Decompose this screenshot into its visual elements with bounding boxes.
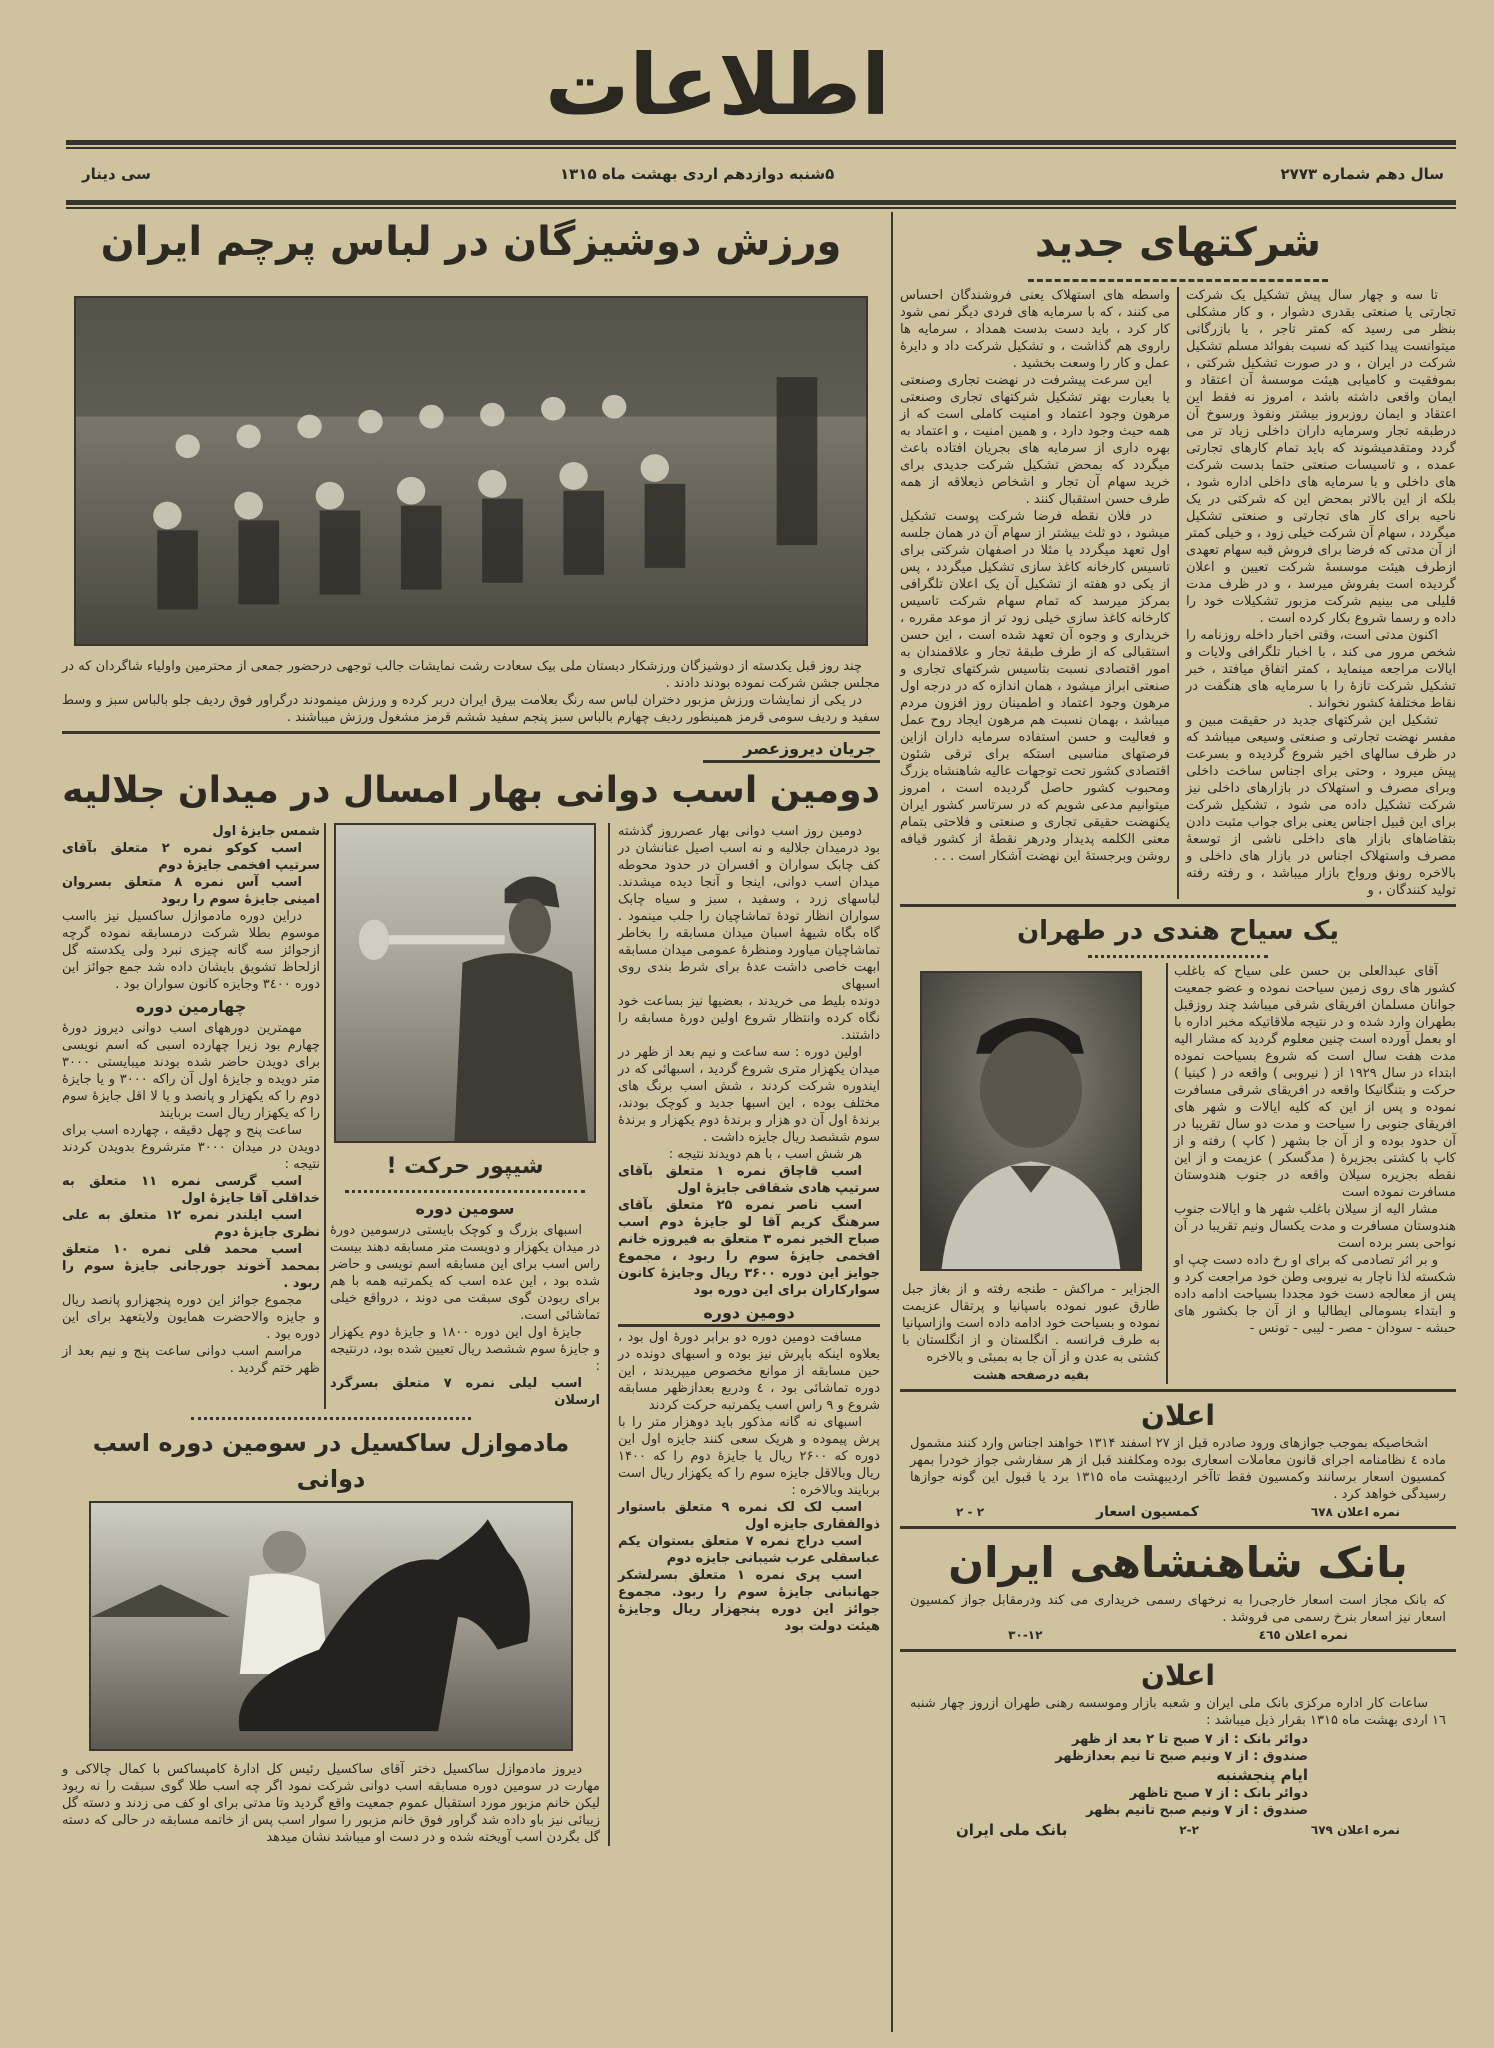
race-article-title: دومین اسب دوانی بهار امسال در میدان جلالیه — [62, 770, 880, 811]
girls-article-title: ورزش دوشیزگان در لباس پرچم ایران — [100, 219, 842, 265]
article-paragraph: تشکیل این شرکتهای جدید در حقیقت مبین و مفسر نهضت تجارتی و صنعتی وسیعی میباشد که در ظرف سالهای اخیر شروع گردیده و بسرعت پیش میرود ، وحتی برای اجناس ساخت داخلی وبرای مصرف و استهلاک در بازارهای داخلی نیز شرکت تشکیل داده می شود ، تشکیل شرکت برای این قبیل اجناس یعنی برای جواب مثبت دادن بتقاضاهای بازار های داخلی ناشی از توسعهٔ مصرف واستهلاک اجناس در بازار های داخلی و بالاخره رونق ورواج بازار میباشد ، و رفته رفته تولید کنندگان ، و — [1186, 713, 1456, 898]
article-paragraph: در فلان نقطه فرضا شرکت پوست تشکیل میشود ، دو ثلث بیشتر از سهام آن در همان جلسه اول تعهد میگردد یا مثلا در اصفهان شرکتی برای تاسیس کارخانه کاغذ سازی تشکیل میگردد ، پس از یکی دو هفته از تشکیل آن یک اعلان تلگرافی بمرکز میرسد که تمام سهام شرکت تاسیس کارخانه کاغذ سازی خیلی زود تر از موعد مقرره ، خریداری و وجوه آن تعهد شده است ، این حسن استقبالی که از طرف طبقهٔ تجار و علاقمندان به امور اقتصادی نسبت بتاسیس شرکتهای تجاری و صنعتی ابراز میشود ، همان اندازه که در درجه اول مرهون وجود اعتماد و اطمینان روز افزون مردم میباشد ، بهمان نسبت هم مرهون ایجاد روح عمل و فعالیت و حسن استفاده سرمایه داران ازاین فرصتهای مناسبی استکه برای ترقی شئون اقتصادی کشور تحت توجهات عالیه شاهنشاه بزرگ ومحبوب کشور حاصل گردیده است ، امروز میتوانیم مدعی شویم که در سرتاسر کشور ایران یکنهضت حقیقی تجاری و صنعتی و فلاحتی بتمام معنی الکلمه پدیدار ودرهر نقطهٔ از کشور قیافه روشن وبرجستهٔ این نهضت آشکار است . . . — [900, 509, 1170, 864]
race-middle-column — [330, 823, 600, 1409]
race-result: اسب قاچاق نمره ۱ متعلق بآقای سرتیپ هادی شقاقی جایزهٔ اول — [618, 1164, 880, 1196]
race-paragraph: مهمترین دورههای اسب دوانی دیروز دورهٔ چهارم بود زیرا چهارده اسبی که اسم نویسی برای دویدن حاضر شده بودند میبایستی ۳۰۰۰ متر دویده و جایزهٔ اول آن راکه ۳۰۰۰ و یا جایزهٔ دوم را که یکهزار و پانصد و یا لا اقل جایزهٔ سوم را که یکهزار ریال است بربایند — [62, 1021, 320, 1121]
companies-article-title: شرکتهای جدید — [1035, 220, 1321, 266]
section-rule — [900, 1526, 1456, 1529]
schedule-line: دوائر بانک : از ۷ صبح تاظهر — [1129, 1786, 1308, 1801]
third-round-heading: سومین دوره — [415, 1199, 515, 1218]
traveler-columns — [900, 963, 1456, 1384]
race-result: اسب لیلی نمره ۷ متعلق بسرگرد ارسلان — [330, 1376, 600, 1408]
section-divider-dotted — [191, 1417, 471, 1420]
traveler-body — [1174, 963, 1456, 1337]
traveler-article-title: یک سیاح هندی در طهران — [1016, 916, 1339, 946]
ad-customs-signature: کمسیون اسعار — [1096, 1504, 1199, 1520]
saxil-article-title: مادموازل ساکسیل در سومین دوره اسب دوانی — [92, 1429, 570, 1493]
fourth-round-heading: چهارمین دوره — [135, 997, 247, 1016]
race-paragraph: هر شش اسب ، با هم دویدند نتیجه : — [668, 1147, 862, 1162]
section-rule — [62, 731, 880, 734]
heading-divider — [1028, 279, 1328, 282]
ad-customs-title: اعلان — [1141, 1399, 1215, 1432]
girls-photo-caption — [62, 658, 880, 726]
ad-bank-seq: ۳۰-۱۲ — [1008, 1628, 1043, 1642]
race-result: اسب ناصر نمره ۲۵ متعلق بآقای سرهنگ کریم آقا لو جایزهٔ دوم اسب صباح الخیر نمره ۳ متعلق به فیروزه خانم افخمی جایزهٔ سوم را ربود ، مجموع جوایز این دوره ۳۶۰۰ ریال وجایزهٔ کانون سوارکاران برای این دوره بود — [618, 1198, 881, 1298]
race-result: اسب دراج نمره ۷ متعلق بستوان یکم عباسقلی عرب شیبانی جایزه دوم — [618, 1534, 880, 1566]
ad-hours-signature: بانک ملی ایران — [955, 1821, 1068, 1839]
continued-note: بقیه درصفحه هشت — [972, 1368, 1090, 1382]
caption-paragraph: در یکی از نمایشات ورزش مزبور دختران لباس سه رنگ بعلامت بیرق ایران دربر کرده و ورزش مینمودند درگراور فوق ردیف جلو بالباس سبز و وسط سفید و ردیف سومی قرمز همینطور ردیف چهارم بالباس سبز پنجم سفید ششم قرمز مشغول ورزش میباشند . — [62, 693, 880, 725]
race-paragraph: ساعت پنج و چهل دقیقه ، چهارده اسب برای دویدن در میدان ۳۰۰۰ مترشروع بدویدن کردند نتیجه : — [62, 1123, 320, 1172]
thursday-heading: ایام پنجشنبه — [1216, 1766, 1308, 1784]
section-rule — [900, 1389, 1456, 1392]
caption-paragraph: چند روز قبل یکدسته از دوشیزگان ورزشکار دبستان ملی بیک سعادت رشت نمایشات جالب توجهی درحضور جمعی از محترمین واولیاء شاگردان که در مجلس جشن شرکت نموده بودند دادند . — [62, 659, 880, 691]
race-paragraph: دراین دوره مادموازل ساکسیل نیز بااسب موسوم بطلا شرکت درمسابقه نموده گرچه ازجوائز سه گانه چیزی نبرد ولی یکدسته گل ازلحاظ تشویق بایشان داده شد جمع جوائز این دوره ۳٤۰۰ وجایزه کانون سواران بود . — [62, 909, 320, 992]
ad-paragraph: که بانک مجاز است اسعار خارجی‌را به نرخهای رسمی خریداری می کند ودرمقابل جواز کمسیون اسعار نیز اسعار بنرخ رسمی می فروشد . — [910, 1593, 1446, 1625]
race-result: اسب محمد قلی نمره ۱۰ متعلق بمحمد آخوند جورجانی جایزهٔ سوم را ربود . — [62, 1242, 320, 1291]
race-paragraph: دومین روز اسب دوانی بهار عصرروز گذشته بود درمیدان جلالیه و نه اسب اصیل عنانشان در کف چابک سواران و افسران در حدود محوطه میدان اسب دوانی، اینجا و آنجا دیده میشدند. لباسهای زرد ، وسفید ، سبز و سیاه چابک سواران انظار تودهٔ تماشاچیان را جلب مینمود . گاه بگاه شیههٔ اسبان میدان مسابقه را بخاطر تماشاچیان میاورد ومنظرهٔ عمومی میدان مسابقه ابهت خاصی داشت عدهٔ برای شرط بندی روی اسبهای — [618, 824, 880, 992]
issue-number: سال دهم شماره ۲۷۷۳ — [1280, 165, 1444, 183]
race-result: اسب پری نمره ۱ متعلق بسرلشکر جهانبانی جایزهٔ سوم را ربود. مجموع جوائز این دوره پنجهزار ریال وجایزهٔ هیئت دولت بود — [618, 1568, 880, 1634]
traveler-portrait-photo — [920, 971, 1142, 1271]
article-paragraph: آقای عبدالعلی بن حسن علی سیاح که باغلب کشور های روی زمین سیاحت نموده و عضو جمعیت جوانان مسلمان افریقای شرقی میباشد چند روزقبل بطهران وارد شده و در نتیجه ملاقاتیکه مخبر اداره با او بعمل آورده است چنین معلوم گردید که مشار الیه مدت هفت سال است که شروع بسیاحت نموده ابتداء در سال ۱۹۲۹ از ( نیروبی ) واقعه در ( کینیا ) حرکت و بتنگانیکا واقعه در افریقای شرقی مسافرت نموده و پس از این که کلیه ایالات و شهر های افریقای جنوبی را سیاحت و مدت دو سال تقریبا در آن حدود بوده و از آن جا بشهر ( کاپ ) رفته و از کاپ با کشتی بجزیرهٔ ( مدگسکر ) عزیمت و از این نقطه بجزیره سیلان واقعه در جنوب هندوستان مسافرت نموده است — [1174, 964, 1456, 1200]
schedule-line: دوائر بانک : از ۷ صبح تا ۲ بعد از ظهر — [1072, 1732, 1308, 1747]
article-paragraph: الجزایر - مراکش - طنجه رفته و از بغاز جبل طارق عبور نموده باسپانیا و پرتقال عزیمت نموده و بسیاحت خود ادامه داده است وازاسپانیا به طرف فرانسه . انگلستان و از انگلستان با کشتی به عدن و از آن جا به بمبئی و بالاخره — [902, 1282, 1160, 1365]
race-paragraph: جایزهٔ اول این دوره ۱۸۰۰ و جایزهٔ دوم یکهزار و جایزهٔ سوم ششصد ریال تعیین شده بود، درنتیجه : — [330, 1325, 600, 1374]
section-divider — [891, 212, 893, 2032]
race-columns — [62, 823, 880, 1846]
caption-paragraph: دیروز مادموازل ساکسیل دختر آقای ساکسیل رئیس کل ادارهٔ کامپساکس با کمال چالاکی و مهارت در سومین دوره مسابقه اسب دوانی شرکت نمود اگر چه اسب طلا گوی سبقت را نه ربود لیکن خانم مزبور مورد استقبال عموم جمعیت واقع گردید وتا مدتی برای او کف می زدند و دسته گل زیبائی نیز باو داده شد گراور فوق خانم مزبور را سوار اسب پس از خاتمه مسابقه در حالی که دسته گل بگردن اسب آویخته شده و در دست او میباشد نشان میدهد — [62, 1762, 600, 1845]
race-column-b — [330, 1198, 600, 1409]
column-divider — [608, 823, 610, 1846]
second-round-heading: دومین دوره — [618, 1302, 880, 1327]
race-result: اسب آس نمره ۸ متعلق بسروان امینی جایزهٔ سوم را ربود — [62, 875, 320, 907]
column-divider — [324, 823, 326, 1409]
schedule-line: صندوق : از ۷ ونیم صبح تا نیم بعدازظهر — [1055, 1749, 1308, 1764]
right-section — [900, 212, 1456, 1839]
ad-bank-number: نمره اعلان ٤٦٥ — [1258, 1628, 1348, 1642]
race-paragraph: اسبهای نه گانه مذکور باید دوهزار متر را با پرش پیموده و هریک سعی کنند جایزه اول این دوره که ۲۶۰۰ ریال یا جایزهٔ دوم را که ۱۴۰۰ ریال وبالاقل جایزه سوم را که یکهزار ریال است بربایند وبالاخره : — [618, 1415, 880, 1498]
masthead-logo: اطلاعات — [544, 36, 890, 134]
girls-exercise-photo — [74, 296, 868, 646]
left-section — [62, 212, 880, 1846]
heading-divider — [1088, 955, 1268, 958]
race-column-a — [62, 823, 320, 1377]
ad-paragraph: اشخاصیکه بموجب جوازهای ورود صادره قبل از ۲۷ اسفند ۱۳۱۴ خواهند اجناس وارد کنند مشمول ماده ٤ نظامنامه اجرای قانون معاملات اسعاری بوده ومکلفند قبل از هر سفارشی جواز خودرا بمهر کمسیون اسعار برسانند وکمسیون فقط تاآخر اردیبهشت ماه ۱۳۱۵ برد یا قبول این گونه جوازها رسیدگی خواهد کرد . — [910, 1436, 1446, 1502]
article-paragraph: این سرعت پیشرفت در نهضت تجاری وصنعتی یا بعبارت بهتر تشکیل شرکتهای تجاری وصنعتی مرهون وجود اعتماد و امنیت کاملی است که از همه حیث وجود دارد ، و همین امنیت ، و اعتماد به بهره داری از سرمایه های بجریان افتاده باعث میگردد که بمحض تشکیل شرکت جدیدی برای خرید سهام آن تجار و اشخاص ذیعلاقه از همه طرف حسن استقبال کنند . — [900, 373, 1170, 507]
race-paragraph: اسبهای بزرگ و کوچک بایستی درسومین دورهٔ در میدان یکهزار و دویست متر مسابقه دهند بیست راس اسب برای این مسابقه اسم نویسی و حاضر شده بود ، این عده اسب که یکمرتبه همه با هم برای ربودن گوی سبقت می دوند ، درواقع خیلی تماشائی است. — [330, 1223, 600, 1323]
issue-date: ۵شنبه دوازدهم اردی بهشت ماه ۱۳۱۵ — [560, 165, 835, 183]
masthead-rule-top — [66, 140, 1456, 149]
article-paragraph: واسطه های استهلاک یعنی فروشندگان احساس می کنند ، که با سرمایه های فردی دیگر نمی شود کار کرد ، باید دست بدست همداد ، سرمایه ها راروی هم گذاشت ، و تشکیل شرکت داد و دایرهٔ عمل و کار را وسعت بخشید . — [900, 288, 1170, 371]
section-rule — [900, 1649, 1456, 1652]
ad-customs-seq: ۲ - ۲ — [956, 1505, 985, 1519]
article-paragraph: تا سه و چهار سال پیش تشکیل یک شرکت تجارتی یا صنعتی بقدری دشوار ، و کار مشکلی بنظر می رسید که کمتر تاجر ، یا بازرگانی میتوانست پیدا کنید که نسبت بفوائد مسلم تشکیل شرکت در ایران ، و در صورت تشکیل شرکتی ، بموفقیت و کامیابی هیئت موسسهٔ آن اعتقاد و ایمان واقعی داشته باشد ، امروز نه فقط این اعتقاد و ایمان روزبروز بیشتر ونفوذ ورسوخ آن درطبقه تجار وسرمایه داران داخلی زیاد تر می گردد ومتقدمیشوند که باید تمام کارهای تجارتی عمده ، و تاسیسات صنعتی حتما بدست شرکت های داخلی و با سرمایه های داخلی اداره شود ، بلکه از این بالاتر بمحض این که شرکتی در یک ناحیه برای کار های تجارتی و صنعتی تشکیل میگردد ، سهام آن شرکت خیلی زود ، و خیلی کمتر از آن مدتی که فرضا برای فروش قبه سهام تعهدی ازطرف هیئت موسسهٔ شرکت تعیین و اعلان گردیده است بفروش میرسد ، و در ظرف مدت قلیلی می بینیم شرکت مزبور تشکیلات خود را داده و رسما شروع بکار کرده است . — [1186, 288, 1456, 626]
ad-hours-seq: ۲-۲ — [1179, 1823, 1199, 1837]
race-left-part — [62, 823, 600, 1846]
article-paragraph: مشار الیه از سیلان باغلب شهر ها و ایالات جنوب هندوستان مسافرت و مدت یکسال ونیم تقریبا در آن نواحی بسر برده است — [1174, 1202, 1456, 1251]
ad-hours-schedule — [1048, 1731, 1308, 1819]
traveler-continuation — [902, 1281, 1160, 1366]
race-result: اسب ایلندر نمره ۱۲ متعلق به علی نظری جایزهٔ دوم — [62, 1208, 320, 1240]
section-rule — [900, 904, 1456, 907]
race-result: اسب کوکو نمره ۲ متعلق بآقای سرتیپ افخمی جایزهٔ دوم — [62, 841, 320, 873]
ad-bank-text — [900, 1592, 1456, 1626]
race-paragraph: اولین دوره : سه ساعت و نیم بعد از ظهر در میدان یکهزار متری شروع گردید ، اسبهائی که در ایندوره شرکت کردند ، شش اسب برنگ های مختلف بوده ، این اسبها جدید و کوچک بودند، برندهٔ اول آن دو هزار و برندهٔ دوم یکهزار و برندهٔ سوم ششصد ریال جایزه داشت . — [618, 1045, 880, 1145]
masthead-rule-bottom — [66, 200, 1456, 209]
rider-horse-photo — [89, 1501, 573, 1751]
heading-divider — [345, 1190, 585, 1193]
race-column-c — [618, 823, 880, 1635]
race-paragraph: مراسم اسب دوانی ساعت پنج و نیم بعد از ظهر ختم گردید . — [62, 1344, 320, 1376]
race-result: اسب لک لک نمره ۹ متعلق باستوار ذوالفقاری جایزه اول — [618, 1500, 880, 1532]
race-paragraph: دونده بلیط می خریدند ، بعضیها نیز بساعت خود نگاه کرده وانتظار شروع اولین دورهٔ مسابقه را داشتند. — [618, 994, 880, 1043]
article-paragraph: و بر اثر تصادمی که برای او رخ داده دست چپ او شکسته لذا ناچار به نیروبی وطن خود مراجعت کرد و پس از معالجه دست خود مجددا بسیاحت ادامه داده و ابتداء بسومالی ایطالیا و از آن جا بکشور های حبشه - سودان - مصر - لیبی - تونس - — [1174, 1253, 1456, 1336]
race-kicker: جریان دیروزعصر — [703, 739, 880, 763]
schedule-line: صندوق : از ۷ ونیم صبح تانیم بظهر — [1086, 1803, 1308, 1818]
ad-bank-title: بانک شاهنشاهی ایران — [948, 1538, 1408, 1587]
column-divider — [1166, 963, 1168, 1384]
article-paragraph: اکنون مدتی است، وقتی اخبار داخله روزنامه را شخص مرور می کند ، با اخبار تلگرافی ولایات و ایالات مراجعه مینماید ، کمتر اتفاق میافتد ، خبر تشکیل شرکت تازهٔ را با سرمایه های هنگفت در نقاط مختلفهٔ کشور نخواند . — [1186, 628, 1456, 711]
bugle-heading: شیپور حرکت ! — [386, 1154, 544, 1179]
ad-paragraph: ساعات کار اداره مرکزی بانک ملی ایران و شعبه بازار وموسسه رهنی طهران ازروز چهار شنبه ۱٦ اردی بهشت ماه ۱۳۱۵ بقرار ذیل میباشد : — [910, 1696, 1446, 1728]
ad-customs-text — [900, 1435, 1456, 1503]
race-paragraph: مجموع جوائز این دوره پنجهزارو پانصد ریال و جایزه والاحضرت همایون ولایتعهد برای این دوره بود . — [62, 1293, 320, 1342]
saxil-photo-caption — [62, 1761, 600, 1846]
race-result: شمس جایزهٔ اول — [212, 824, 320, 839]
companies-columns — [900, 287, 1456, 899]
race-result: اسب گرسی نمره ۱۱ متعلق به خداقلی آقا جایزهٔ اول — [62, 1174, 320, 1206]
bugler-photo — [334, 823, 596, 1143]
ad-customs-number: نمره اعلان ٦٧٨ — [1310, 1505, 1400, 1519]
ad-hours-number: نمره اعلان ٦٧٩ — [1310, 1823, 1401, 1837]
race-paragraph: مسافت دومین دوره دو برابر دورهٔ اول بود ، بعلاوه اینکه باپرش نیز بوده و اسبهای دونده در حین مسابقه از موانع مخصوص میپریدند ، این دوره تماشائی بود ، ٤ ودربع بعدازظهر مسابقه شروع و ۹ راس اسب یکمرتبه حرکت کردند — [618, 1330, 880, 1413]
ad-hours-title: اعلان — [1141, 1659, 1215, 1692]
issue-price: سی دینار — [82, 165, 151, 183]
ad-hours-text — [900, 1695, 1456, 1729]
